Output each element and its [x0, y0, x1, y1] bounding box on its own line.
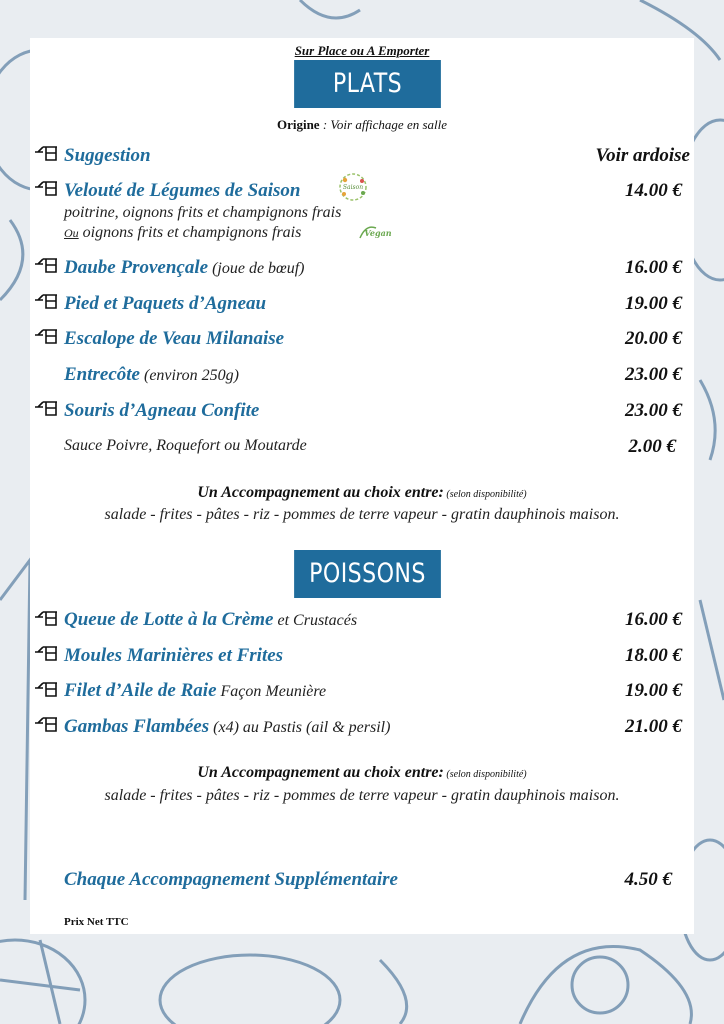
supplement-label: Chaque Accompagnement Supplémentaire [64, 869, 398, 890]
fish-dish-name [64, 609, 357, 631]
dish-price: 19.00 € [625, 293, 682, 314]
supplement-price: 4.50 € [624, 869, 672, 890]
house-dish-icon [34, 256, 58, 274]
dish-price: 16.00 € [625, 257, 682, 278]
dish-title: Filet d’Aile de Raie [64, 680, 217, 701]
or-label: Ou [64, 226, 79, 240]
house-dish-icon [34, 715, 58, 733]
fish-dish-name [64, 716, 390, 738]
dish-title: Entrecôte [64, 364, 140, 385]
dish-extra: (environ 250g) [140, 367, 239, 384]
dish-title: Moules Marinières et Frites [64, 645, 284, 666]
dish-title: Escalope de Veau Milanaise [64, 328, 285, 349]
dish-price: 23.00 € [625, 364, 682, 385]
dish-name [64, 328, 284, 350]
fish-dish-name [64, 680, 326, 702]
house-dish-icon [34, 680, 58, 698]
house-dish-icon [34, 327, 58, 345]
dish-price: 16.00 € [625, 609, 682, 630]
dish-name [64, 145, 151, 167]
dish-title: Pied et Paquets d’Agneau [64, 293, 267, 314]
accompaniment-list: salade - frites - pâtes - riz - pommes de terre vapeur - gratin dauphinois maison. [104, 506, 620, 523]
house-dish-icon [34, 179, 58, 197]
availability-note: (selon disponibilité) [443, 769, 527, 780]
price-note: Prix Net TTC [64, 916, 129, 928]
vegan-badge-icon [356, 222, 394, 242]
poissons-banner: POISSONS [294, 550, 441, 598]
dish-description-alt [64, 224, 301, 242]
accompaniment-list: salade - frites - pâtes - riz - pommes de terre vapeur - gratin dauphinois maison. [104, 787, 620, 804]
dish-title: Queue de Lotte à la Crème [64, 609, 274, 630]
fish-dish-name [64, 645, 283, 667]
house-dish-icon [34, 292, 58, 310]
dish-price: 23.00 € [625, 400, 682, 421]
svg-text:Vegan: Vegan [364, 228, 392, 238]
dish-name [64, 293, 266, 315]
dish-title: Velouté de Légumes de Saison [64, 180, 301, 201]
dish-price: 21.00 € [625, 716, 682, 737]
svg-text:Saison: Saison [342, 184, 364, 191]
dish-description: poitrine, oignons frits et champignons frais [64, 204, 342, 221]
dish-title: Souris d’Agneau Confite [64, 400, 260, 421]
accompaniment-title [30, 764, 694, 782]
origin-note [30, 117, 694, 133]
plats-banner: PLATS [294, 60, 441, 108]
dish-extra: (joue de bœuf) [208, 260, 305, 277]
house-dish-icon [34, 399, 58, 417]
dish-name [64, 257, 304, 279]
accompaniment-heading: Un Accompagnement au choix entre: [197, 484, 444, 501]
season-badge-icon [336, 172, 370, 202]
sauce-label: Sauce Poivre, Roquefort ou Moutarde [64, 437, 307, 454]
house-dish-icon [34, 144, 58, 162]
alt-text: oignons frits et champignons frais [78, 224, 302, 241]
dish-name [64, 400, 259, 422]
menu-sheet [30, 38, 694, 934]
origin-text: : Voir affichage en salle [319, 117, 448, 132]
dish-title: Gambas Flambées [64, 716, 210, 737]
dish-extra: et Crustacés [273, 612, 358, 629]
dish-price: 20.00 € [625, 328, 682, 349]
availability-note: (selon disponibilité) [443, 489, 527, 500]
service-note: Sur Place ou A Emporter [294, 43, 430, 58]
dish-extra: Façon Meunière [216, 683, 327, 700]
dish-name [64, 180, 300, 202]
accompaniment-title [30, 484, 694, 502]
dish-price: 19.00 € [625, 680, 682, 701]
accompaniment-heading: Un Accompagnement au choix entre: [197, 764, 444, 781]
dish-extra: (x4) au Pastis (ail & persil) [209, 719, 391, 736]
dish-price: 18.00 € [625, 645, 682, 666]
dish-title: Daube Provençale [64, 257, 209, 278]
dish-name [64, 364, 239, 386]
house-dish-icon [34, 609, 58, 627]
dish-price: 14.00 € [625, 180, 682, 201]
dish-title: Suggestion [64, 145, 151, 166]
dish-price: Voir ardoise [595, 145, 690, 166]
origin-label: Origine [276, 117, 320, 132]
house-dish-icon [34, 644, 58, 662]
sauce-price: 2.00 € [628, 436, 676, 457]
